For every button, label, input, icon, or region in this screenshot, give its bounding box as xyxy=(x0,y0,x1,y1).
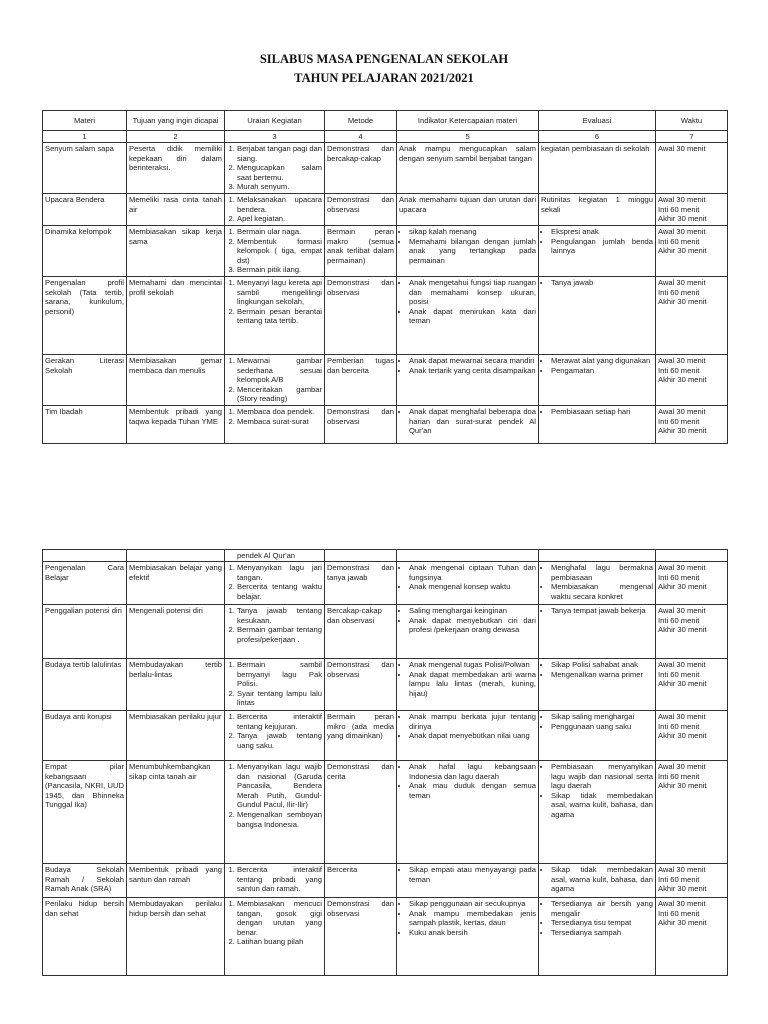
header-indikator: Indikator Ketercapaian materi xyxy=(397,111,539,131)
metode-cell: Demonstrasi dan tanya jawab xyxy=(325,562,397,605)
table-row xyxy=(43,898,728,976)
evaluasi-cell-item: • Sikap tidak membedakan asal, warna kulit, bahasa, dan agama xyxy=(551,791,653,820)
evaluasi-cell-item: • Tersedianya tisu tempat xyxy=(551,918,653,928)
uraian-cell-item: 1. Membiasakan mencuci tangan, gosok gigi dengan urutan yang benar. xyxy=(237,899,322,937)
indikator-cell-item: • Anak dapat menyebutkan nilai uang xyxy=(409,731,536,741)
uraian-cell xyxy=(225,354,325,405)
tujuan-cell: Membiasakan gemar membaca dan menulis xyxy=(127,354,225,405)
waktu-cell xyxy=(656,898,728,976)
metode-cell: Bercakap-cakap dan observasi xyxy=(325,605,397,659)
evaluasi-cell xyxy=(539,864,656,898)
waktu-line: Awal 30 menit xyxy=(658,563,706,572)
metode-cell: Bermain peran mikro (ada media yang dimainkan) xyxy=(325,711,397,761)
continuation-text: pendek Al Qur'an xyxy=(225,550,325,562)
waktu-line: Inti 60 menit xyxy=(658,365,700,375)
waktu-cell xyxy=(656,605,728,659)
evaluasi-cell: kegiatan pembiasaan di sekolah xyxy=(539,143,656,194)
waktu-line: Inti 60 menit xyxy=(658,908,700,918)
indikator-cell-item: • Sikap penggunaan air secukupnya xyxy=(409,899,536,909)
indikator-cell-item: • Anak mengetahui fungsi tiap ruangan dan memahami konsep ukuran, posisi xyxy=(409,278,536,307)
table-row xyxy=(43,276,728,354)
column-number: 7 xyxy=(656,131,728,143)
uraian-cell xyxy=(225,659,325,711)
evaluasi-cell xyxy=(539,276,656,354)
uraian-cell-item: 1. Bermain ular naga. xyxy=(237,227,322,237)
uraian-cell-item: 1. Mewarnai gambar sederhana sesuai kelompok A/B xyxy=(237,356,322,385)
uraian-cell-item: 1. Menyanyikan lagu wajib dan nasional (Garuda Pancasila, Bendera Merah Putih, Gundul-Gundul Pacul, Ilir-Ilir) xyxy=(237,762,322,810)
uraian-cell-item: 2. Mengenalkan semboyan bangsa Indonesia. xyxy=(237,810,322,829)
tujuan-cell: Menumbuhkembangkan sikap cinta tanah air xyxy=(127,761,225,864)
materi-cell: Penggalian potensi diri xyxy=(43,605,127,659)
metode-cell: Demonstrasi dan observasi xyxy=(325,898,397,976)
syllabus-table-page-1 xyxy=(42,110,728,444)
waktu-line: Akhir 30 menit xyxy=(658,731,707,741)
waktu-line: Akhir 30 menit xyxy=(658,781,707,791)
indikator-cell-item: • Kuku anak bersih xyxy=(409,928,536,938)
column-number: 5 xyxy=(397,131,539,143)
header-materi: Materi xyxy=(43,111,127,131)
indikator-cell xyxy=(397,605,539,659)
evaluasi-cell-item: • Sikap saling menghargai xyxy=(551,712,653,722)
uraian-cell xyxy=(225,864,325,898)
indikator-cell-item: • Saling menghargai keinginan xyxy=(409,606,536,616)
waktu-cell xyxy=(656,225,728,276)
document-subtitle: TAHUN PELAJARAN 2021/2021 xyxy=(294,71,474,85)
header-uraian: Uraian Kegiatan xyxy=(225,111,325,131)
indikator-cell xyxy=(397,761,539,864)
waktu-line: Inti 60 menit xyxy=(658,874,700,884)
evaluasi-cell-item: • Sikap tidak membedakan asal, warna kulit, bahasa, dan agama xyxy=(551,865,653,894)
uraian-cell-item: 2. Syair tentang lampu lalu lintas xyxy=(237,689,322,708)
indikator-cell xyxy=(397,898,539,976)
metode-cell: Demonstrasi dan bercakap-cakap xyxy=(325,143,397,194)
continuation-row xyxy=(43,550,728,562)
evaluasi-cell xyxy=(539,898,656,976)
evaluasi-cell xyxy=(539,354,656,405)
syllabus-table-page-2 xyxy=(42,549,728,976)
evaluasi-cell-item: • Sikap Polisi sahabat anak xyxy=(551,660,653,670)
waktu-line: Awal 30 menit xyxy=(658,660,706,669)
table-row xyxy=(43,562,728,605)
uraian-cell xyxy=(225,225,325,276)
waktu-line: Awal 30 menit xyxy=(658,355,706,365)
uraian-cell-item: 1. Bercerita interaktif tentang kejujuran. xyxy=(237,712,322,731)
uraian-cell-item: 2. Bermain pesan berantai tentang tata tertib. xyxy=(237,307,322,326)
evaluasi-cell-item: • Merawat alat yang digunakan xyxy=(551,356,653,366)
uraian-cell-item: 1. Bercerita interaktif tentang pribadi yang santun dan ramah. xyxy=(237,865,322,894)
indikator-cell-item: • Sikap empati atau menyayangi pada teman xyxy=(409,865,536,884)
waktu-cell xyxy=(656,711,728,761)
indikator-cell xyxy=(397,276,539,354)
waktu-line: Akhir 30 menit xyxy=(658,679,707,689)
materi-cell: Budaya tertib lalulintas xyxy=(43,659,127,711)
evaluasi-cell xyxy=(539,405,656,443)
waktu-cell xyxy=(656,405,728,443)
evaluasi-cell-item: • Pembiasaan setiap hari xyxy=(551,407,653,417)
indikator-cell-item: • Memahami bilangan dengan jumlah anak yang tertangkap pada permainan xyxy=(409,237,536,266)
materi-cell: Pengenalan profil sekolah (Tata tertib, sarana, kurikulum, personil) xyxy=(43,276,127,354)
evaluasi-cell xyxy=(539,605,656,659)
waktu-line: Inti 60 menit xyxy=(658,771,700,781)
materi-cell: Budaya Sekolah Ramah / Sekolah Ramah Anak (SRA) xyxy=(43,864,127,898)
waktu-line: Awal 30 menit xyxy=(658,226,706,236)
waktu-line: Akhir 30 menit xyxy=(658,625,707,635)
tujuan-cell: Membentuk pribadi yang taqwa kepada Tuhan YME xyxy=(127,405,225,443)
evaluasi-cell-item: • Menghafal lagu bermakna pembiasaan xyxy=(551,563,653,582)
uraian-cell xyxy=(225,711,325,761)
header-row xyxy=(43,111,728,131)
indikator-cell-item: • Anak mengenal tugas Polisi/Polwan xyxy=(409,660,536,670)
waktu-line: Awal 30 menit xyxy=(658,606,706,615)
uraian-cell-item: 1. Membaca doa pendek. xyxy=(237,407,322,417)
uraian-cell-item: 3. Murah senyum. xyxy=(237,182,322,192)
number-row xyxy=(43,131,728,143)
column-number: 4 xyxy=(325,131,397,143)
waktu-line: Inti 60 menit xyxy=(658,287,700,297)
waktu-cell xyxy=(656,143,728,194)
metode-cell: Demonstrasi dan observasi xyxy=(325,405,397,443)
evaluasi-cell: Rutinitas kegiatan 1 minggu sekali xyxy=(539,193,656,225)
indikator-cell-item: • Anak tertarik yang cerita disampaikan xyxy=(409,366,536,376)
waktu-line: Inti 60 menit xyxy=(658,669,700,679)
evaluasi-cell-item: • Penggunaan uang saku xyxy=(551,722,653,732)
header-tujuan: Tujuan yang ingin dicapai xyxy=(127,111,225,131)
uraian-cell xyxy=(225,193,325,225)
tujuan-cell: Membiasakan perilaku jujur xyxy=(127,711,225,761)
indikator-cell-item: • sikap kalah menang xyxy=(409,227,536,237)
evaluasi-cell-item: • Mengenalkan warna primer xyxy=(551,670,653,680)
uraian-cell-item: 2. Mengucapkan salam saat bertemu. xyxy=(237,163,322,182)
waktu-line: Akhir 30 menit xyxy=(658,582,707,592)
header-evaluasi: Evaluasi xyxy=(539,111,656,131)
indikator-cell xyxy=(397,711,539,761)
metode-cell: Bercerita xyxy=(325,864,397,898)
uraian-cell-item: 1. Menyanyikan lagu jari tangan. xyxy=(237,563,322,582)
waktu-line: Akhir 30 menit xyxy=(658,375,707,385)
column-number: 3 xyxy=(225,131,325,143)
uraian-cell xyxy=(225,405,325,443)
evaluasi-cell-item: • Pengulangan jumlah benda lainnya xyxy=(551,237,653,256)
waktu-line: Inti 60 menit xyxy=(658,615,700,625)
header-waktu: Waktu xyxy=(656,111,728,131)
uraian-cell-item: 2. Membaca surat-surat xyxy=(237,417,322,427)
waktu-line: Akhir 30 menit xyxy=(658,918,707,928)
evaluasi-cell xyxy=(539,659,656,711)
tujuan-cell: Memeliki rasa cinta tanah air xyxy=(127,193,225,225)
indikator-cell-item: • Anak hafal lagu kebangsaan Indonesia dan lagu daerah xyxy=(409,762,536,781)
uraian-cell-item: 2. Latihan buang pilah xyxy=(237,937,322,947)
table-row xyxy=(43,711,728,761)
indikator-cell xyxy=(397,225,539,276)
evaluasi-cell-item: • Membiasakan mengenal waktu secara konkret xyxy=(551,582,653,601)
materi-cell: Gerakan Literasi Sekolah xyxy=(43,354,127,405)
uraian-cell xyxy=(225,562,325,605)
materi-cell: Perilaku hidup bersih dan sehat xyxy=(43,898,127,976)
indikator-cell-item: • Anak mau duduk dengan semua teman xyxy=(409,781,536,800)
waktu-line: Awal 30 menit xyxy=(658,899,706,908)
materi-cell: Upacara Bendera xyxy=(43,193,127,225)
waktu-cell xyxy=(656,864,728,898)
table-row xyxy=(43,605,728,659)
evaluasi-cell-item: • Tanya jawab xyxy=(551,278,653,288)
evaluasi-cell-item: • Ekspresi anak xyxy=(551,227,653,237)
waktu-cell xyxy=(656,276,728,354)
waktu-line: Inti 60 menit xyxy=(658,416,700,426)
uraian-cell-item: 2. Tanya jawab tentang uang saku. xyxy=(237,731,322,750)
tujuan-cell: Membiasakan belajar yang efektif xyxy=(127,562,225,605)
indikator-cell-item: • Anak dapat membedakan arti warna lampu lalu lintas (merah, kuning, hijau) xyxy=(409,670,536,699)
waktu-line: Awal 30 menit xyxy=(658,194,706,204)
waktu-line: Awal 30 menit xyxy=(658,762,706,771)
table-row xyxy=(43,405,728,443)
evaluasi-cell xyxy=(539,711,656,761)
table-row xyxy=(43,659,728,711)
waktu-line: Awal 30 menit xyxy=(658,144,706,153)
tujuan-cell: Membentuk pribadi yang santun dan ramah xyxy=(127,864,225,898)
materi-cell: Empat pilar kebangsaan (Pancasila, NKRI, UUD 1945, dan Bhinneka Tunggal Ika) xyxy=(43,761,127,864)
waktu-cell xyxy=(656,562,728,605)
evaluasi-cell-item: • Tersedianya sampah xyxy=(551,928,653,938)
materi-cell: Budaya anti korupsi xyxy=(43,711,127,761)
uraian-cell-item: 3. Bermain pitik ilang. xyxy=(237,265,322,275)
indikator-cell-item: • Anak dapat mewarnai secara mandiri xyxy=(409,356,536,366)
indikator-cell-item: • Anak mampu berkata jujur tentang dirinya xyxy=(409,712,536,731)
indikator-cell-item: • Anak dapat menyebutkan ciri dari profesi /pekerjaan orang dewasa xyxy=(409,616,536,635)
waktu-line: Inti 60 menit xyxy=(658,721,700,731)
uraian-cell-item: 2. Apel kegiatan. xyxy=(237,214,322,224)
uraian-cell-item: 1. Bermain sambil bernyanyi lagu Pak Polisi. xyxy=(237,660,322,689)
evaluasi-cell-item: • Tanya tempat jawab bekerja xyxy=(551,606,653,616)
materi-cell: Tim Ibadah xyxy=(43,405,127,443)
indikator-cell-item: • Anak mampu membedakan jenis sampah plastik, kertas, daun xyxy=(409,909,536,928)
waktu-line: Inti 60 menit xyxy=(658,236,700,246)
indikator-cell-item: • Anak dapat menghafal beberapa doa harian dan surat-surat pendek Al Qur'an xyxy=(409,407,536,436)
table-row xyxy=(43,354,728,405)
indikator-cell xyxy=(397,864,539,898)
waktu-line: Akhir 30 menit xyxy=(658,884,707,894)
waktu-line: Inti 60 menit xyxy=(658,572,700,582)
evaluasi-cell-item: • Pengamatan xyxy=(551,366,653,376)
indikator-cell xyxy=(397,354,539,405)
metode-cell: Bermain peran makro (semua anak terlibat dalam permainan) xyxy=(325,225,397,276)
uraian-cell xyxy=(225,276,325,354)
indikator-cell-item: • Anak mengenal ciptaan Tuhan dan fungsinya xyxy=(409,563,536,582)
tujuan-cell: Membudayakan tertib berlalu-lintas xyxy=(127,659,225,711)
evaluasi-cell-item: • Tersedianya air bersih yang mengalir xyxy=(551,899,653,918)
tujuan-cell: Memahami dan mencintai profil sekolah xyxy=(127,276,225,354)
metode-cell: Pemberian tugas dan berceita xyxy=(325,354,397,405)
metode-cell: Demonstrasi dan observasi xyxy=(325,276,397,354)
waktu-cell xyxy=(656,354,728,405)
uraian-cell xyxy=(225,605,325,659)
indikator-cell xyxy=(397,405,539,443)
evaluasi-cell-item: • Pembiasaan menyanyikan lagu wajib dan nasional serta lagu daerah xyxy=(551,762,653,791)
indikator-cell-item: • Anak dapat menirukan kata dari teman xyxy=(409,307,536,326)
waktu-line: Awal 30 menit xyxy=(658,712,706,721)
uraian-cell-item: 1. Melaksanakan upacara bendera. xyxy=(237,195,322,214)
waktu-line: Inti 60 menit xyxy=(658,204,700,214)
tujuan-cell: Peserta didik memiliki kepekaan diri dalam berinteraksi. xyxy=(127,143,225,194)
table-row xyxy=(43,864,728,898)
indikator-cell xyxy=(397,659,539,711)
header-metode: Metode xyxy=(325,111,397,131)
column-number: 1 xyxy=(43,131,127,143)
uraian-cell-item: 1. Tanya jawab tentang kesukaan. xyxy=(237,606,322,625)
waktu-cell xyxy=(656,193,728,225)
uraian-cell-item: 2. Bermain gambar tentang profesi/pekerjaan . xyxy=(237,625,322,644)
table-row xyxy=(43,193,728,225)
materi-cell: Dinamika kelompok xyxy=(43,225,127,276)
uraian-cell-item: 2. Bercerita tentang waktu belajar. xyxy=(237,582,322,601)
uraian-cell xyxy=(225,143,325,194)
uraian-cell-item: 2. Menceritakan gambar (Story reading) xyxy=(237,385,322,404)
tujuan-cell: Membudayakan perilaku hidup bersih dan sehat xyxy=(127,898,225,976)
waktu-line: Awal 30 menit xyxy=(658,277,706,287)
evaluasi-cell xyxy=(539,562,656,605)
column-number: 2 xyxy=(127,131,225,143)
evaluasi-cell xyxy=(539,225,656,276)
table-row xyxy=(43,143,728,194)
waktu-cell xyxy=(656,761,728,864)
table-row xyxy=(43,761,728,864)
tujuan-cell: Membiasakan sikap kerja sama xyxy=(127,225,225,276)
column-number: 6 xyxy=(539,131,656,143)
uraian-cell-item: 1. Berjabat tangan pagi dan siang. xyxy=(237,144,322,163)
indikator-cell: Anak mampu mengucapkan salam dengan senyum sambil berjabat tangan xyxy=(397,143,539,194)
waktu-line: Akhir 30 menit xyxy=(658,214,707,224)
uraian-cell xyxy=(225,898,325,976)
indikator-cell xyxy=(397,562,539,605)
uraian-cell-item: 2. Membentuk formasi kelompok ( tiga, empat dst) xyxy=(237,237,322,266)
waktu-line: Awal 30 menit xyxy=(658,865,706,874)
evaluasi-cell xyxy=(539,761,656,864)
uraian-cell xyxy=(225,761,325,864)
metode-cell: Demonstrasi dan cerita xyxy=(325,761,397,864)
waktu-cell xyxy=(656,659,728,711)
indikator-cell-item: • Anak mengenal konsep waktu xyxy=(409,582,536,592)
materi-cell: Pengenalan Cara Belajar xyxy=(43,562,127,605)
uraian-cell-item: 1. Menyanyi lagu kereta api sambil mengelilingi lingkungan sekolah, xyxy=(237,278,322,307)
table-row xyxy=(43,225,728,276)
materi-cell: Senyum salam sapa xyxy=(43,143,127,194)
metode-cell: Demonstrasi dan observasi xyxy=(325,193,397,225)
document-title: SILABUS MASA PENGENALAN SEKOLAH xyxy=(259,52,509,66)
indikator-cell: Anak memahami tujuan dan urutan dari upacara xyxy=(397,193,539,225)
waktu-line: Akhir 30 menit xyxy=(658,297,707,307)
waktu-line: Akhir 30 menit xyxy=(658,426,707,436)
waktu-line: Awal 30 menit xyxy=(658,406,706,416)
metode-cell: Demonstrasi dan observasi xyxy=(325,659,397,711)
waktu-line: Akhir 30 menit xyxy=(658,246,707,256)
tujuan-cell: Mengenali potensi diri xyxy=(127,605,225,659)
